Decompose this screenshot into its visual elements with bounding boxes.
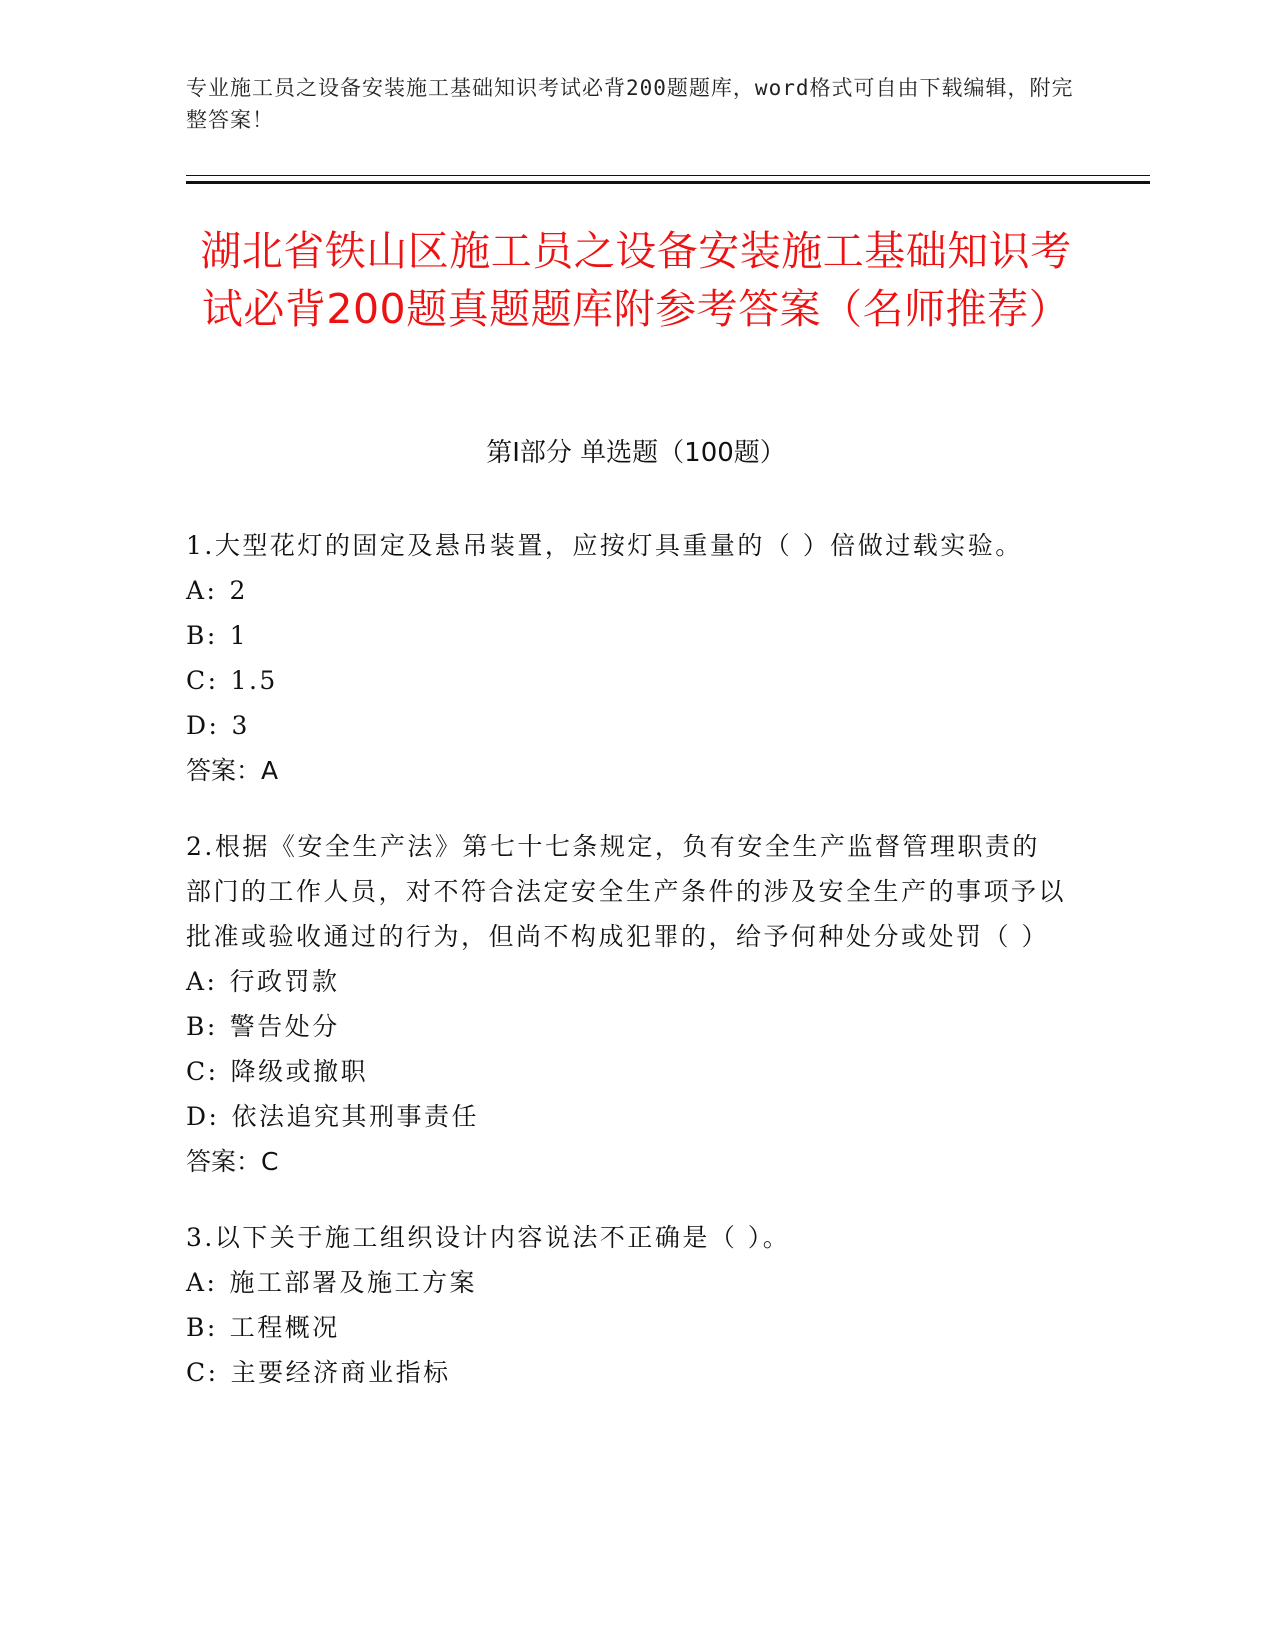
option-d (186, 703, 1066, 748)
header-divider-thin (186, 175, 1150, 176)
option-letter: C: (186, 1057, 219, 1086)
option-text: 降级或撤职 (230, 1057, 369, 1086)
question-stem: 2.根据《安全生产法》第七十七条规定，负有安全生产监督管理职责的部门的工作人员，对不符合法定安全生产条件的涉及安全生产的事项予以批准或验收通过的行为，但尚不构成犯罪的，给予何种处分或处罚（ ） (186, 832, 1067, 951)
option-d (186, 1094, 1066, 1139)
option-letter: D: (186, 711, 220, 740)
question-2 (186, 824, 1066, 1184)
question-list (186, 523, 1066, 1426)
question-answer: 答案：A (186, 756, 279, 785)
option-c (186, 1049, 1066, 1094)
option-text: 警告处分 (229, 1012, 340, 1041)
option-text: 1.5 (230, 666, 278, 695)
option-c (186, 1350, 1066, 1395)
option-letter: A: (186, 967, 218, 996)
option-b (186, 1004, 1066, 1049)
option-a (186, 568, 1066, 613)
section-title: 第I部分 单选题（100题） (486, 438, 786, 468)
option-letter: A: (186, 1268, 218, 1297)
header-divider-thick (186, 181, 1150, 184)
option-letter: B: (186, 1313, 218, 1342)
option-c (186, 658, 1066, 703)
option-letter: D: (186, 1102, 220, 1131)
option-text: 1 (229, 621, 249, 650)
question-3 (186, 1215, 1066, 1395)
document-title: 湖北省铁山区施工员之设备安装施工基础知识考试必背200题真题题库附参考答案（名师推荐） (200, 227, 1072, 333)
option-text: 施工部署及施工方案 (229, 1268, 477, 1297)
option-text: 2 (229, 576, 248, 605)
option-text: 主要经济商业指标 (230, 1358, 451, 1387)
option-text: 3 (231, 711, 250, 740)
option-text: 依法追究其刑事责任 (231, 1102, 479, 1131)
option-a (186, 1260, 1066, 1305)
option-b (186, 613, 1066, 658)
option-letter: A: (186, 576, 218, 605)
question-stem: 3.以下关于施工组织设计内容说法不正确是（ ）。 (186, 1223, 791, 1252)
question-1 (186, 523, 1066, 793)
option-letter: C: (186, 666, 219, 695)
header-note: 专业施工员之设备安装施工基础知识考试必背200题题库，word格式可自由下载编辑，附完整答案！ (186, 76, 1074, 132)
question-answer: 答案：C (186, 1147, 279, 1176)
option-a (186, 959, 1066, 1004)
option-text: 工程概况 (229, 1313, 340, 1342)
option-text: 行政罚款 (229, 967, 340, 996)
option-b (186, 1305, 1066, 1350)
option-letter: C: (186, 1358, 219, 1387)
question-stem: 1.大型花灯的固定及悬吊装置，应按灯具重量的（ ）倍做过载实验。 (186, 531, 1023, 560)
option-letter: B: (186, 1012, 218, 1041)
option-letter: B: (186, 621, 218, 650)
